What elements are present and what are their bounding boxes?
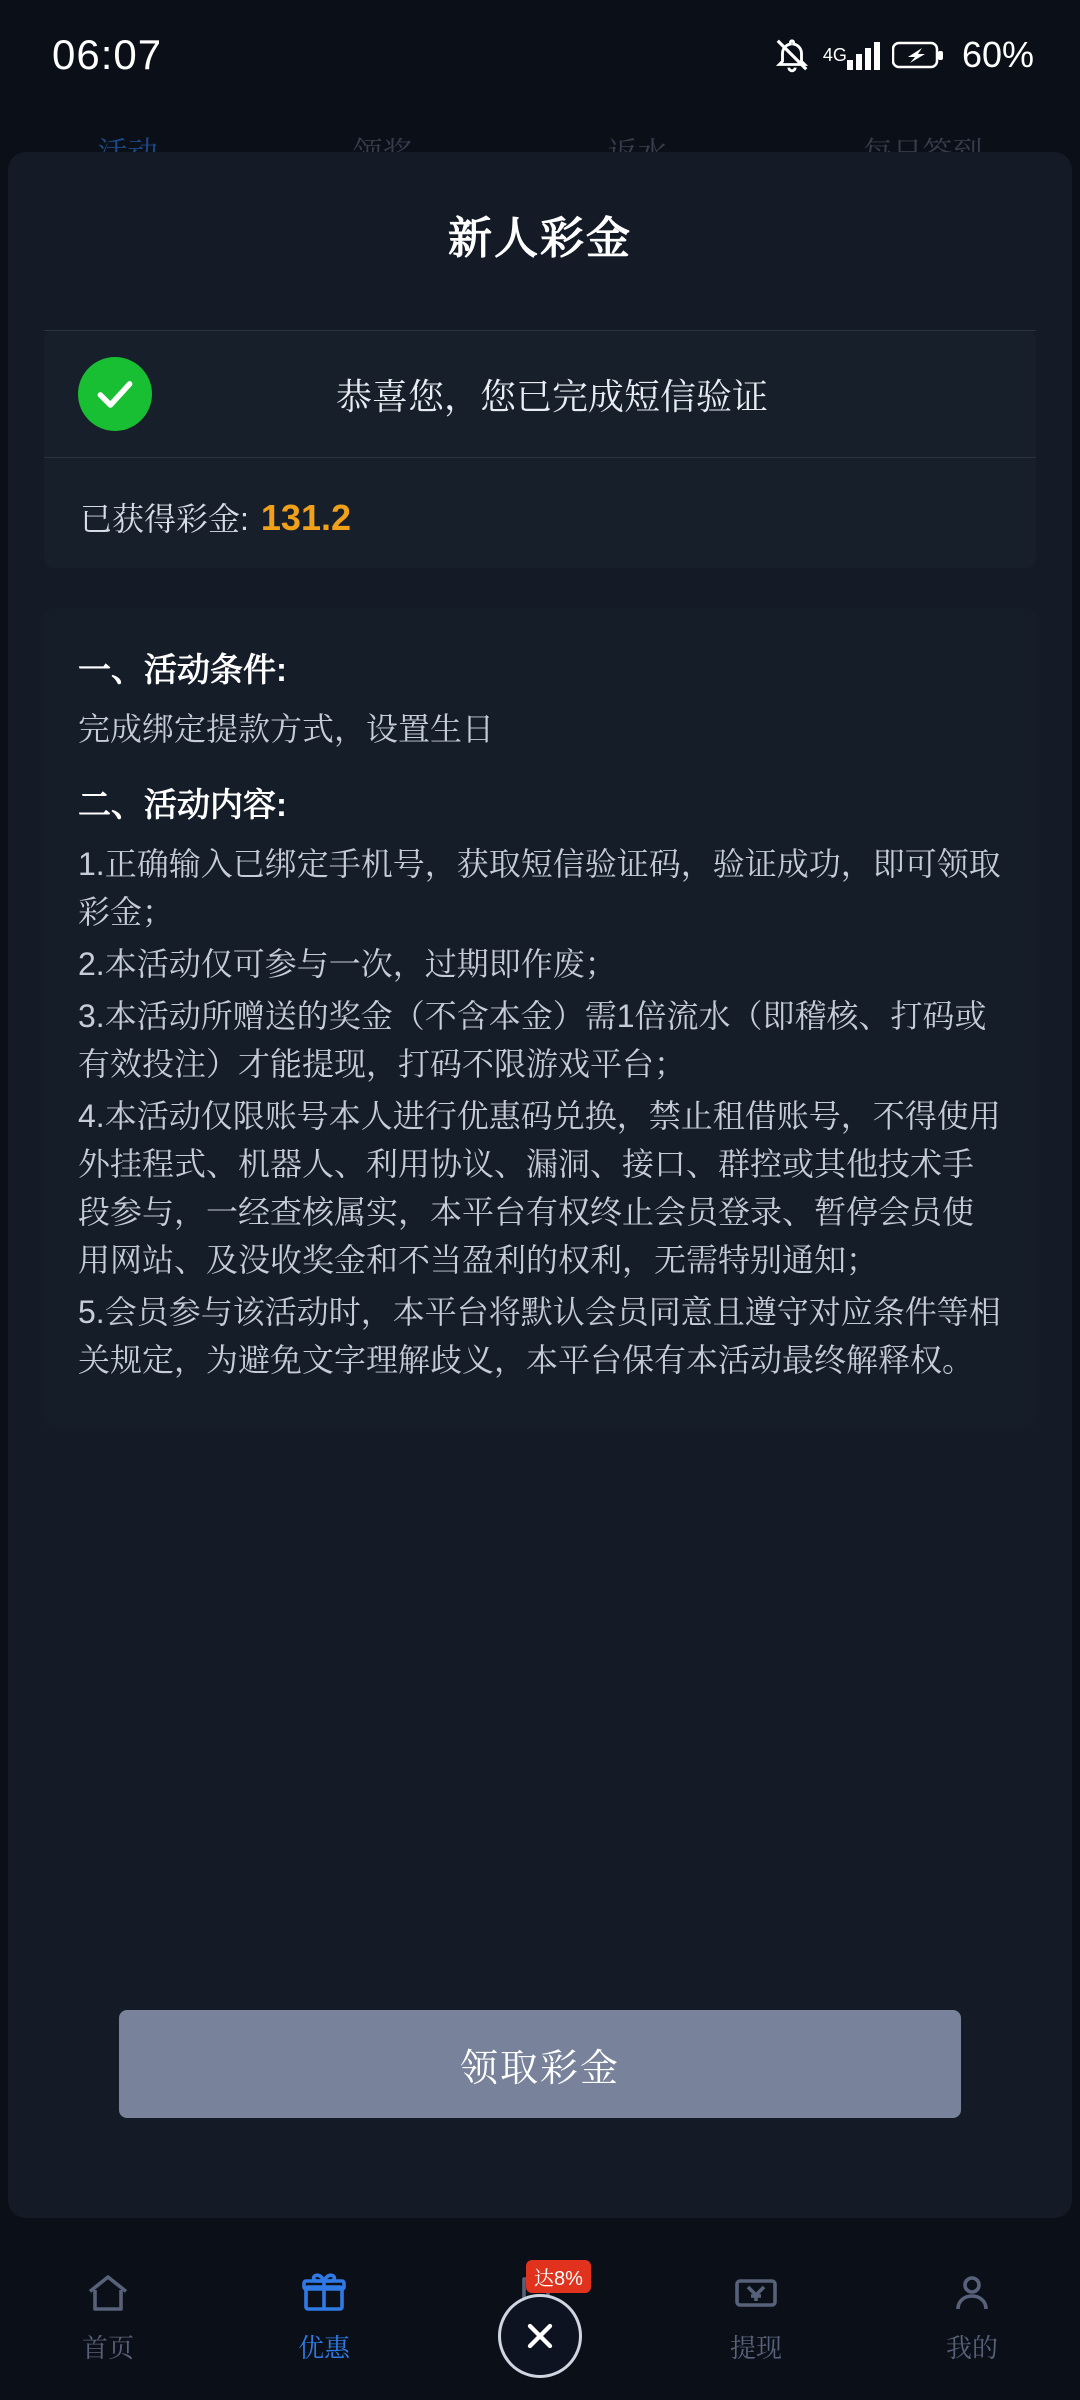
status-time: 06:07	[52, 31, 163, 78]
close-icon[interactable]	[498, 2294, 582, 2378]
terms-item-4: 4.本活动仅限账号本人进行优惠码兑换，禁止租借账号，不得使用外挂程式、机器人、利用协议、漏洞、接口、群控或其他技术手段参与，一经查核属实，本平台有权终止会员登录、暂停会员使用网站、及没收奖金和不当盈利的权利，无需特别通知；	[78, 1098, 1001, 1278]
claim-bonus-button[interactable]: 领取彩金	[119, 2010, 961, 2118]
status-indicators	[773, 34, 1034, 76]
nav-label-withdraw: 提现	[729, 2333, 782, 2363]
verification-card	[44, 330, 1036, 568]
nav-item-profile[interactable]	[864, 2266, 1080, 2365]
terms-section	[44, 608, 1036, 1428]
terms-section2-title: 二、活动内容:	[78, 786, 287, 823]
nav-label-home: 首页	[81, 2333, 134, 2363]
nav-item-withdraw[interactable]	[648, 2266, 864, 2365]
user-icon	[948, 2266, 996, 2320]
terms-item-3: 3.本活动所赠送的奖金（不含本金）需1倍流水（即稽核、打码或有效投注）才能提现，打码不限游戏平台；	[78, 998, 987, 1082]
bottom-nav	[0, 2248, 1080, 2400]
terms-section1-title: 一、活动条件:	[78, 651, 287, 688]
check-circle-icon	[78, 357, 152, 431]
withdraw-icon	[732, 2266, 780, 2320]
terms-section1-body: 完成绑定提款方式，设置生日	[78, 711, 495, 747]
network-type-label: 4G	[822, 45, 847, 65]
terms-item-2: 2.本活动仅可参与一次，过期即作废；	[78, 946, 617, 982]
bonus-value: 131.2	[260, 497, 351, 538]
bonus-label: 已获得彩金:	[80, 501, 249, 537]
bonus-row	[44, 458, 1036, 540]
signal-bars-icon	[823, 40, 880, 70]
new-user-bonus-modal	[8, 152, 1072, 2218]
nav-label-profile: 我的	[945, 2333, 998, 2363]
nav-badge-chat: 达8%	[526, 2260, 591, 2293]
nav-label-promotions: 优惠	[297, 2333, 350, 2363]
battery-icon	[892, 40, 944, 70]
status-bar	[0, 0, 1080, 110]
verification-row	[44, 330, 1036, 458]
terms-item-5: 5.会员参与该活动时，本平台将默认会员同意且遵守对应条件等相关规定，为避免文字理解歧义，本平台保有本活动最终解释权。	[78, 1294, 1001, 1378]
page-title: 新人彩金	[448, 214, 632, 263]
verification-message: 恭喜您，您已完成短信验证	[335, 375, 768, 417]
nav-item-home[interactable]	[0, 2266, 216, 2365]
terms-item-1: 1.正确输入已绑定手机号，获取短信验证码，验证成功，即可领取彩金；	[78, 846, 1001, 930]
claim-button-area	[8, 2010, 1072, 2118]
home-icon	[84, 2266, 132, 2320]
gift-icon	[300, 2266, 348, 2320]
bell-muted-icon	[773, 36, 811, 74]
battery-percent: 60%	[961, 34, 1034, 75]
nav-item-promotions[interactable]	[216, 2266, 432, 2365]
